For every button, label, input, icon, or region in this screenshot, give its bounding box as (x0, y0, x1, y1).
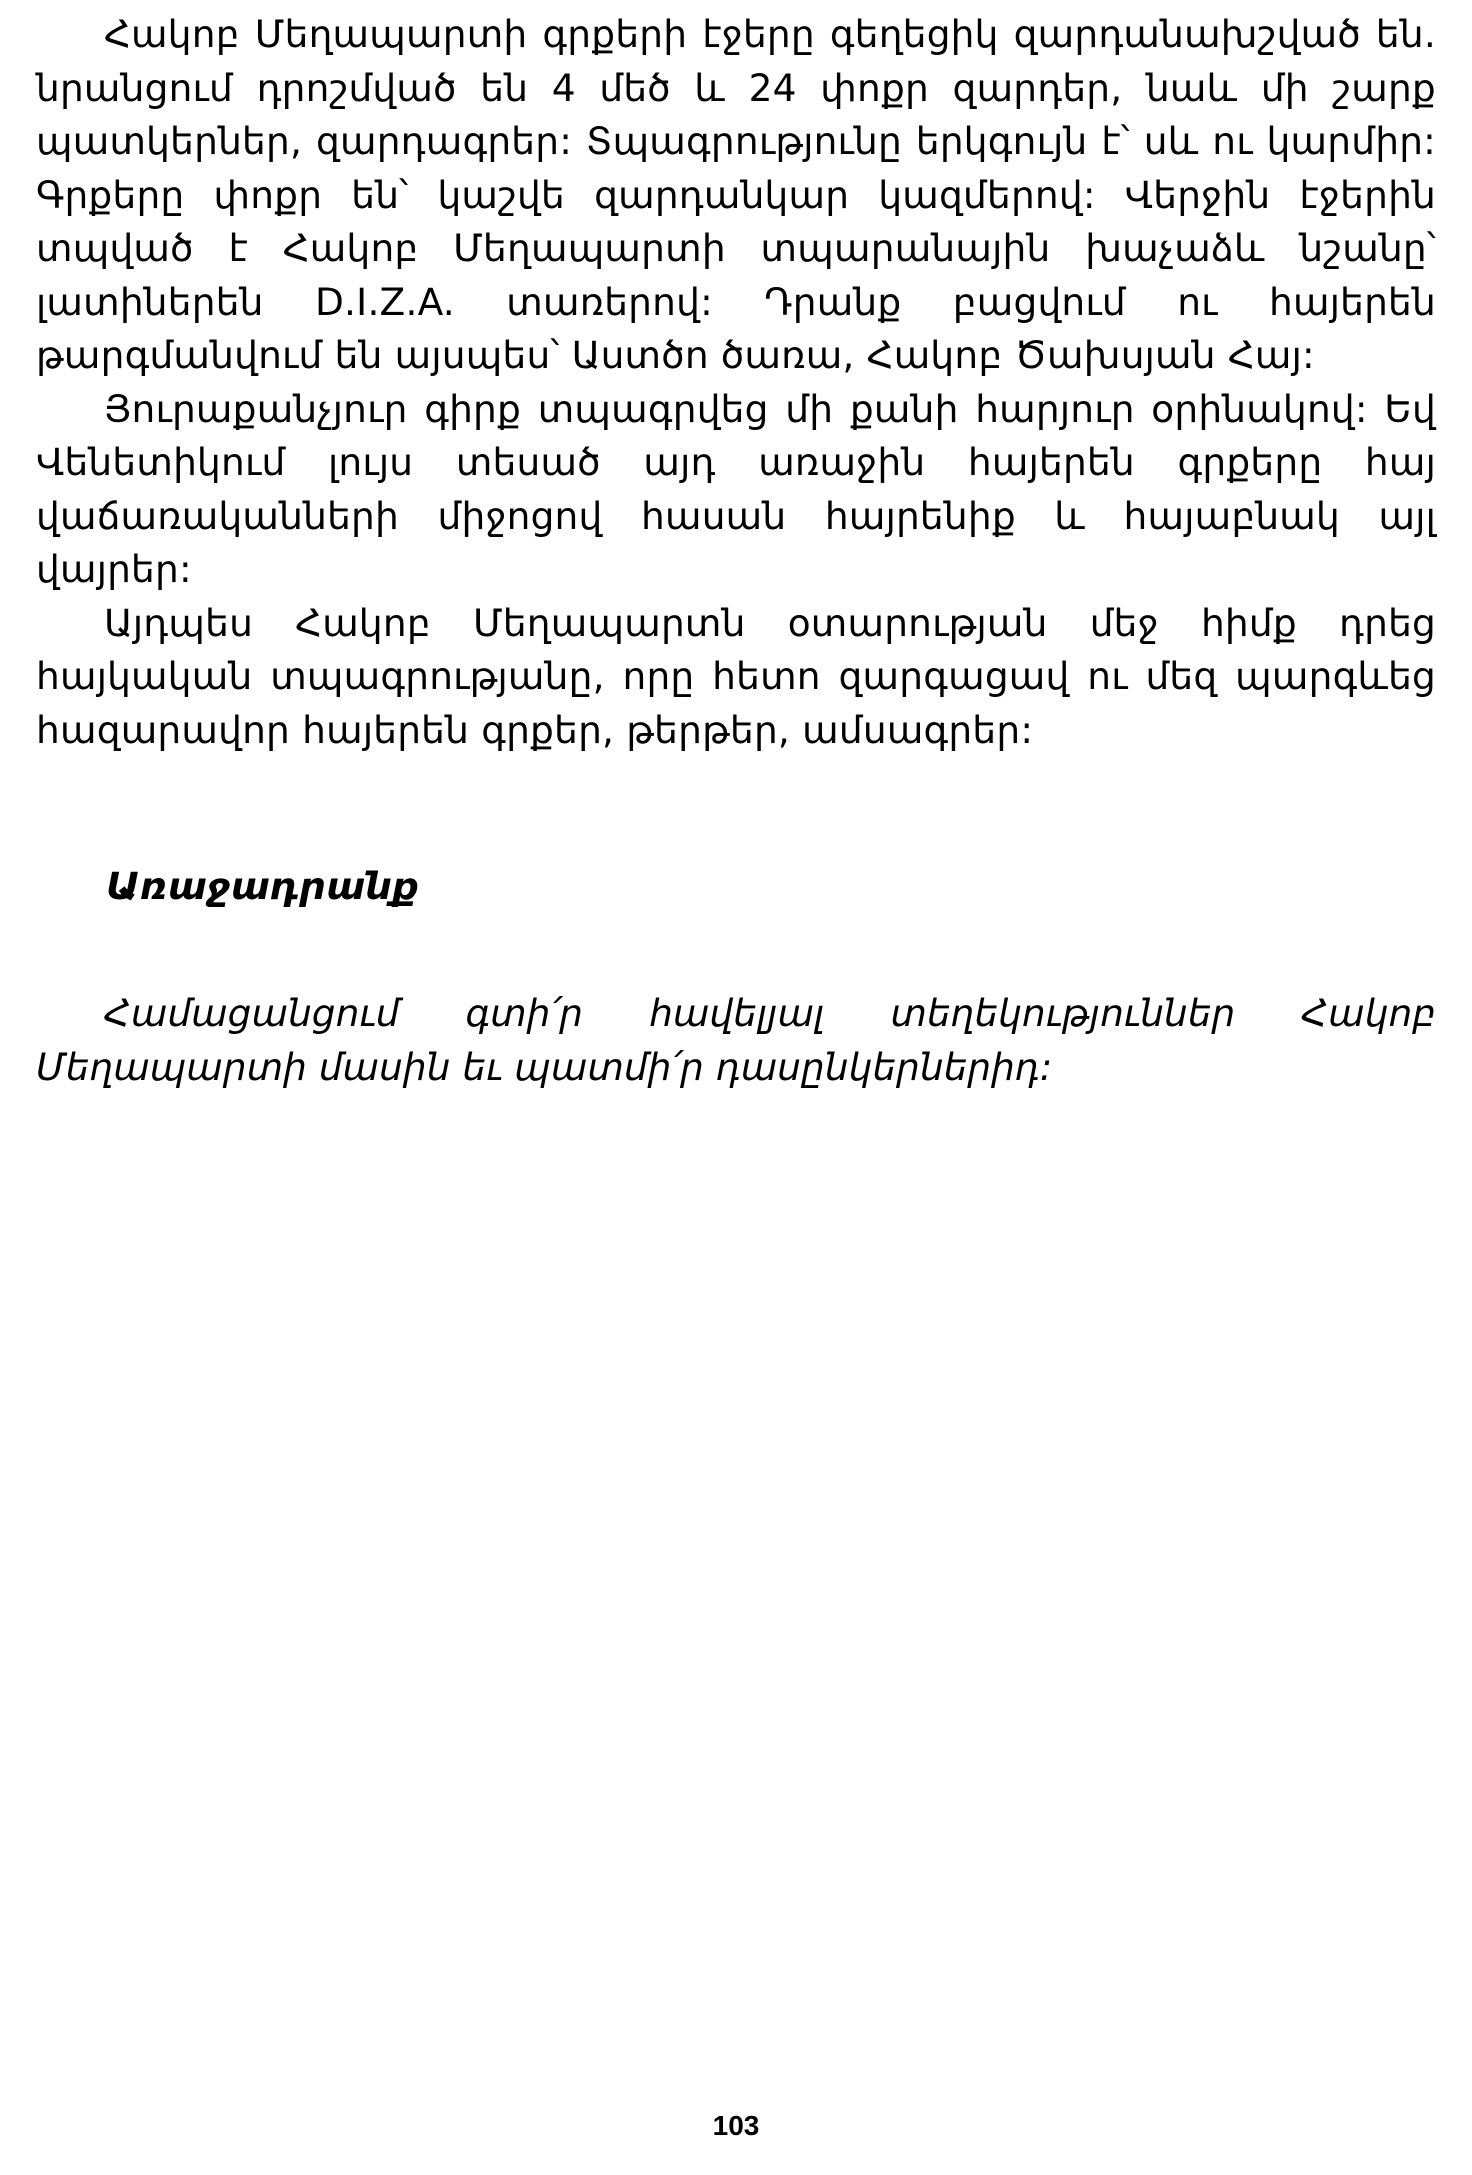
paragraph-2: Յուրաքանչյուր գիրք տպագրվեց մի քանի հարյուր օրինակով: Եվ Վենետիկում լույս տեսած այդ առաջին հայերեն գրքերը հայ վաճառականների միջոցով հասան հայրենիք և հայաբնակ այլ վայրեր: (36, 386, 1436, 591)
paragraph-3: Այդպես Հակոբ Մեղապարտն օտարության մեջ հիմք դրեց հայկական տպագրությանը, որը հետո զարգացավ ու մեզ պարգևեց հազարավոր հայերեն գրքեր, թերթեր, ամսագրեր: (36, 600, 1436, 752)
main-text (36, 8, 1436, 757)
paragraph-1: Հակոբ Մեղապարտի գրքերի էջերը գեղեցիկ զարդանախշված են. նրանցում դրոշմված են 4 մեծ և 24 փոքր զարդեր, նաև մի շարք պատկերներ, զարդագրեր: Տպագրությունը երկգույն է՝ սև ու կարմիր: Գրքերը փոքր են՝ կաշվե զարդանկար կազմերով: Վերջին էջերին տպված է Հակոբ Մեղապարտի տպարանային խաչաձև նշանը՝ լատիներեն D.I.Z.A. տառերով: Դրանք բացվում ու հայերեն թարգմանվում են այսպես՝ Աստծո ծառա, Հակոբ Ծախսյան Հայ: (36, 12, 1436, 377)
task-text: Համացանցում գտի՛ր հավելյալ տեղեկություններ Հակոբ Մեղապարտի մասին եւ պատմի՛ր դասընկերներիդ: (36, 991, 1436, 1089)
tasks-heading: Առաջադրանք (106, 864, 419, 908)
page-number: 103 (712, 2110, 760, 2141)
